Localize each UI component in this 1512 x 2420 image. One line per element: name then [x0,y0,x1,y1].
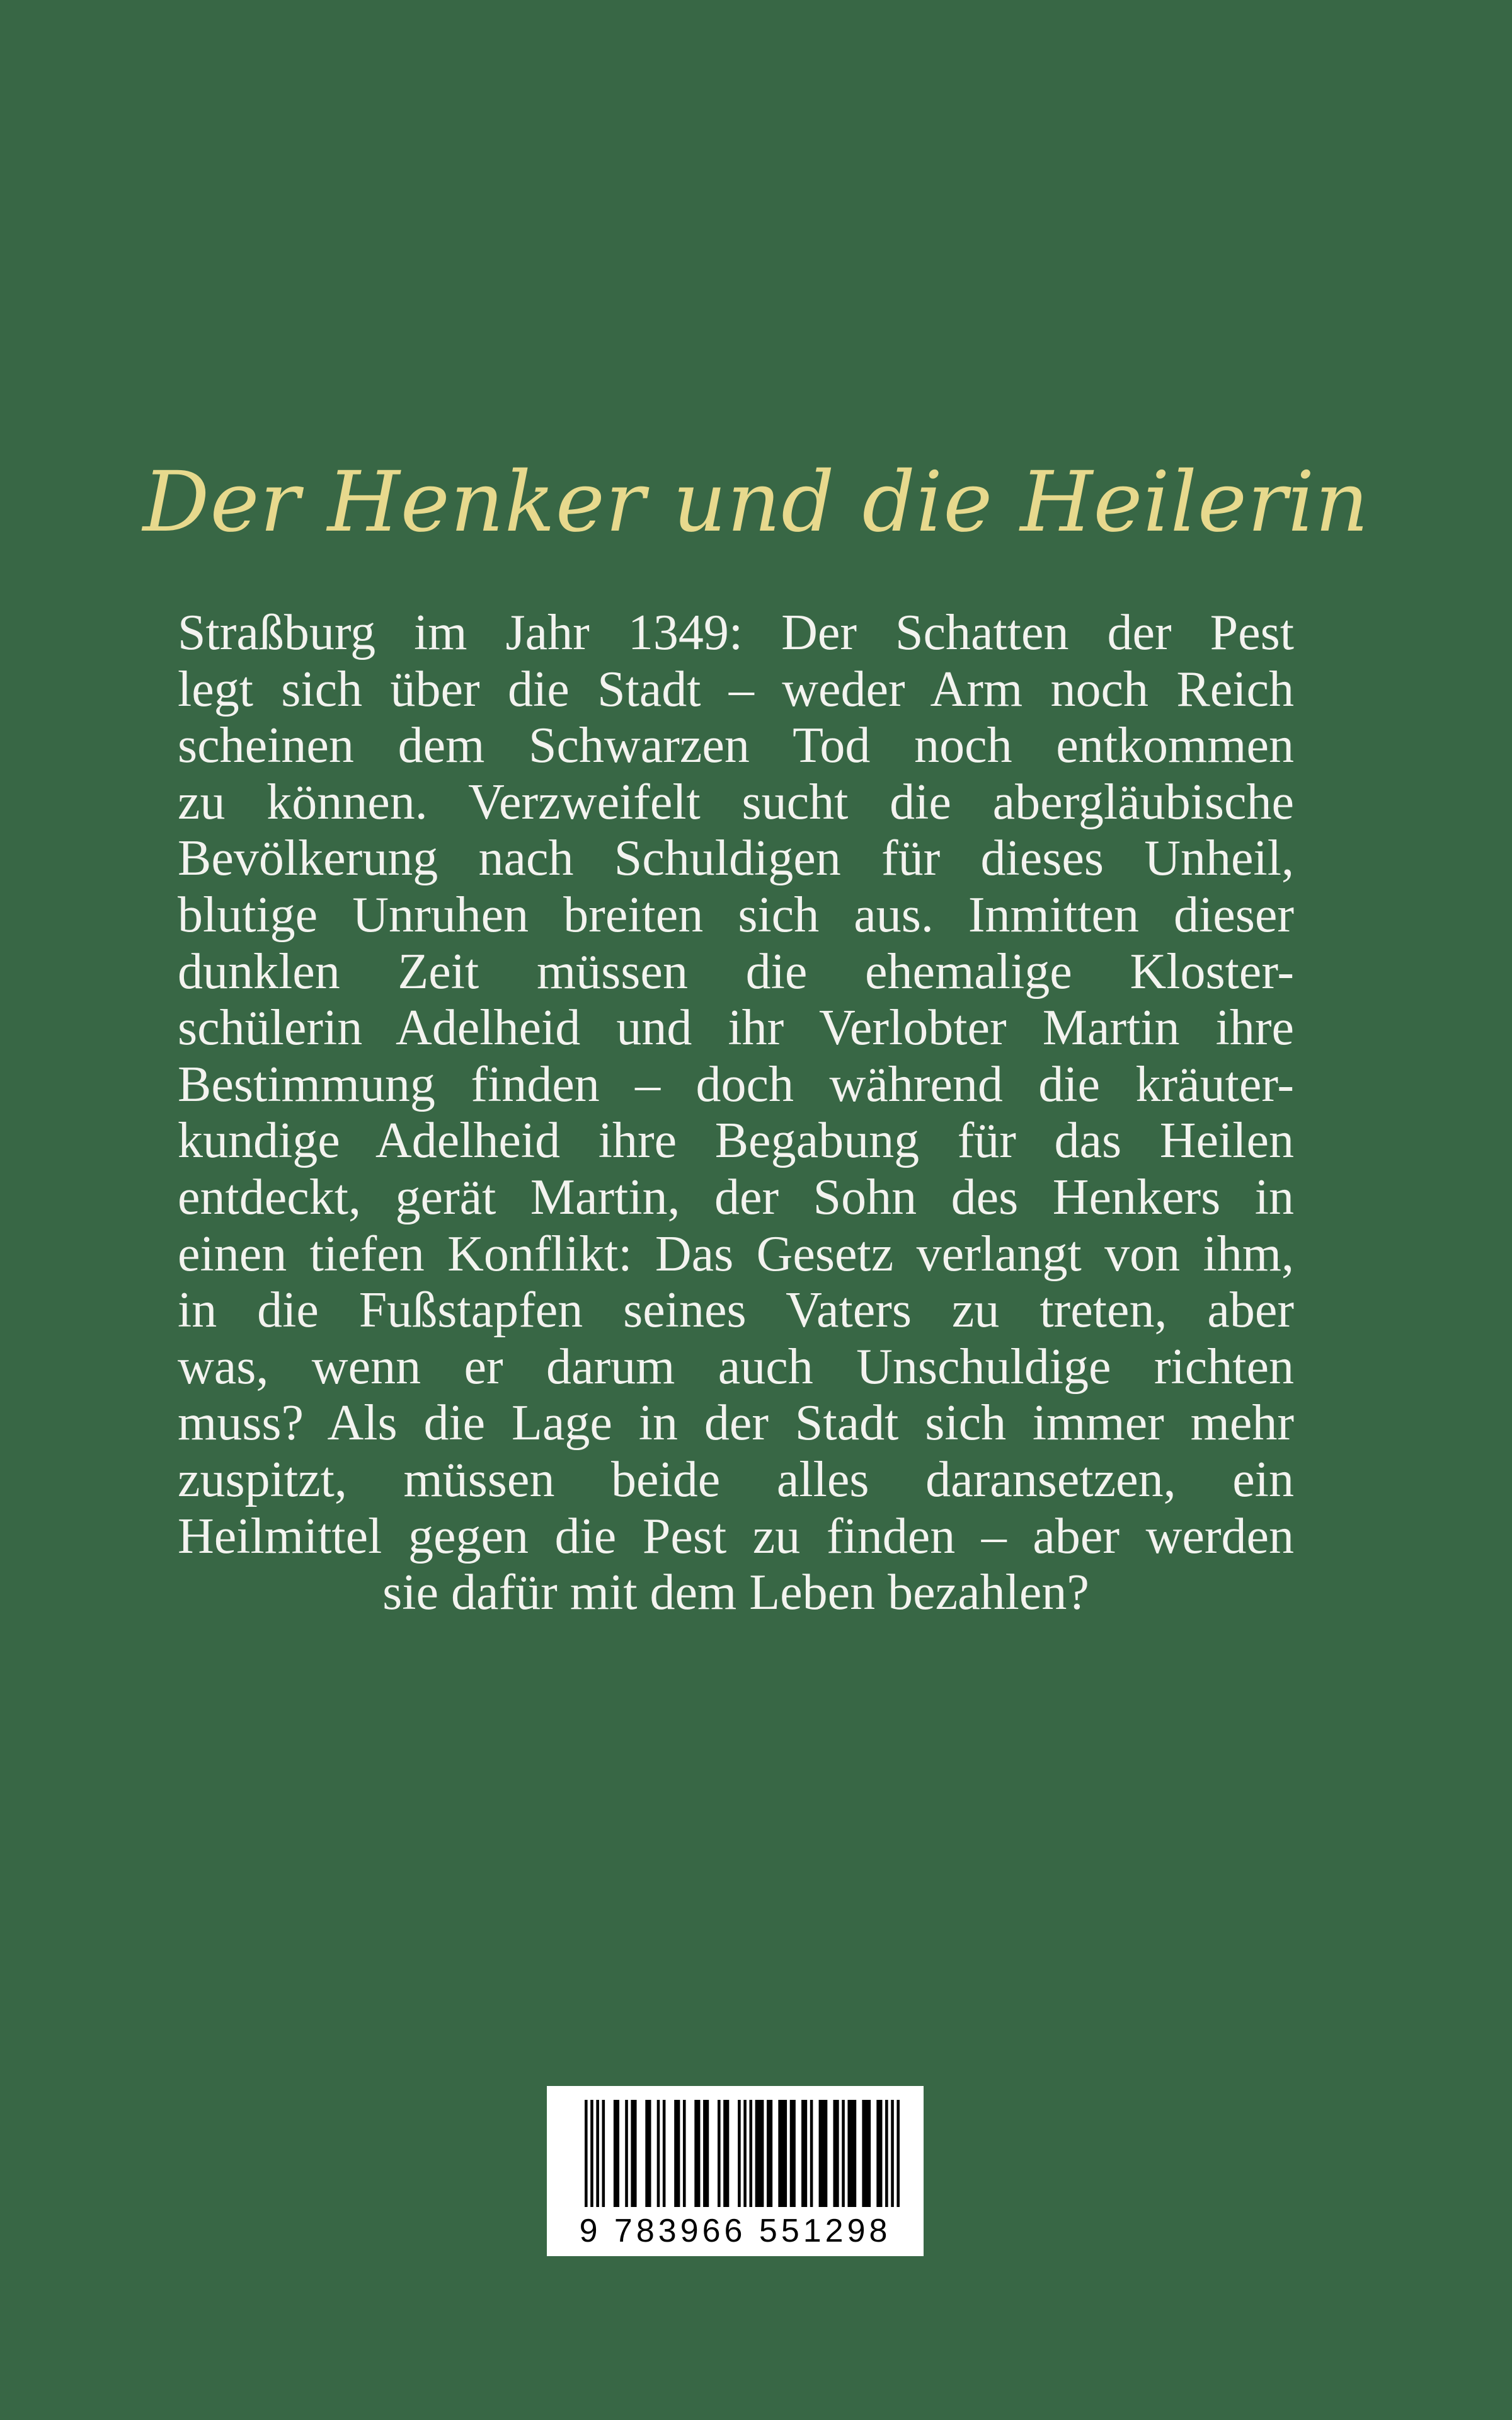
barcode-bar [703,2100,709,2207]
barcode-bar [694,2100,700,2207]
barcode-bar [842,2100,845,2207]
barcode-bar [810,2100,813,2207]
blurb-line: zuspitzt, müssen beide alles daransetzen, ein [178,1451,1294,1507]
blurb-line: entdeckt, gerät Martin, der Sohn des Henkers in [178,1169,1294,1225]
barcode-bar [602,2100,605,2207]
barcode-bar [891,2100,894,2207]
barcode-bar [833,2100,839,2207]
barcode-bar [862,2100,871,2207]
book-title: Der Henker und die Heilerin [142,454,1370,551]
barcode-bar [738,2100,741,2207]
barcode-bar [663,2100,666,2207]
blurb-line: dunklen Zeit müssen die ehemalige Kloster- [178,943,1294,1000]
blurb-line: in die Fußstapfen seines Vaters zu treten, aber [178,1282,1294,1339]
barcode-bar [778,2100,787,2207]
barcode-bar [683,2100,686,2207]
barcode-bar [876,2100,882,2207]
barcode-bar [847,2100,856,2207]
barcode-bar [645,2100,651,2207]
blurb-line: kundige Adelheid ihre Begabung für das Heilen [178,1113,1294,1169]
blurb-line: Heilmittel gegen die Pest zu finden – aber werden [178,1508,1294,1564]
blurb-line: einen tiefen Konflikt: Das Gesetz verlangt von ihm, [178,1226,1294,1282]
barcode-bar [614,2100,619,2207]
barcode-bar [585,2100,588,2207]
barcode-bar [790,2100,796,2207]
blurb-line: muss? Als die Lage in der Stadt sich immer mehr [178,1395,1294,1451]
blurb-line: zu können. Verzweifelt sucht die abergläubische [178,774,1294,830]
barcode-bar [749,2100,752,2207]
blurb-line: legt sich über die Stadt – weder Arm noch Reich [178,661,1294,717]
isbn-digits: 9 783966 551298 [579,2213,891,2249]
barcode-bar [674,2100,680,2207]
barcode-bar [723,2100,729,2207]
blurb-line: Bestimmung finden – doch während die kräuter- [178,1056,1294,1112]
barcode-bar [596,2100,599,2207]
blurb-line: schülerin Adelheid und ihr Verlobter Martin ihre [178,1000,1294,1056]
barcode-bar [801,2100,807,2207]
barcode-bar [718,2100,721,2207]
isbn-barcode [547,2086,924,2256]
barcode-bar [657,2100,660,2207]
blurb-line: sie dafür mit dem Leben bezahlen? [382,1565,1089,1621]
barcode-bar [896,2100,900,2207]
barcode-bars [547,2086,924,2212]
barcode-bar [755,2100,764,2207]
blurb-line: Straßburg im Jahr 1349: Der Schatten der Pest [178,605,1294,660]
blurb-line: Bevölkerung nach Schuldigen für dieses Unheil, [178,831,1294,887]
blurb-line: blutige Unruhen breiten sich aus. Inmitten dieser [178,887,1294,943]
blurb-line: scheinen dem Schwarzen Tod noch entkommen [178,718,1294,774]
barcode-bar [743,2100,747,2207]
barcode-bar [767,2100,772,2207]
barcode-bar [819,2100,828,2207]
barcode-bar [631,2100,636,2207]
barcode-bar [590,2100,593,2207]
book-blurb [178,605,1294,1622]
barcode-bar [885,2100,888,2207]
barcode-bar [625,2100,628,2207]
blurb-line: was, wenn er darum auch Unschuldige richten [178,1339,1294,1395]
